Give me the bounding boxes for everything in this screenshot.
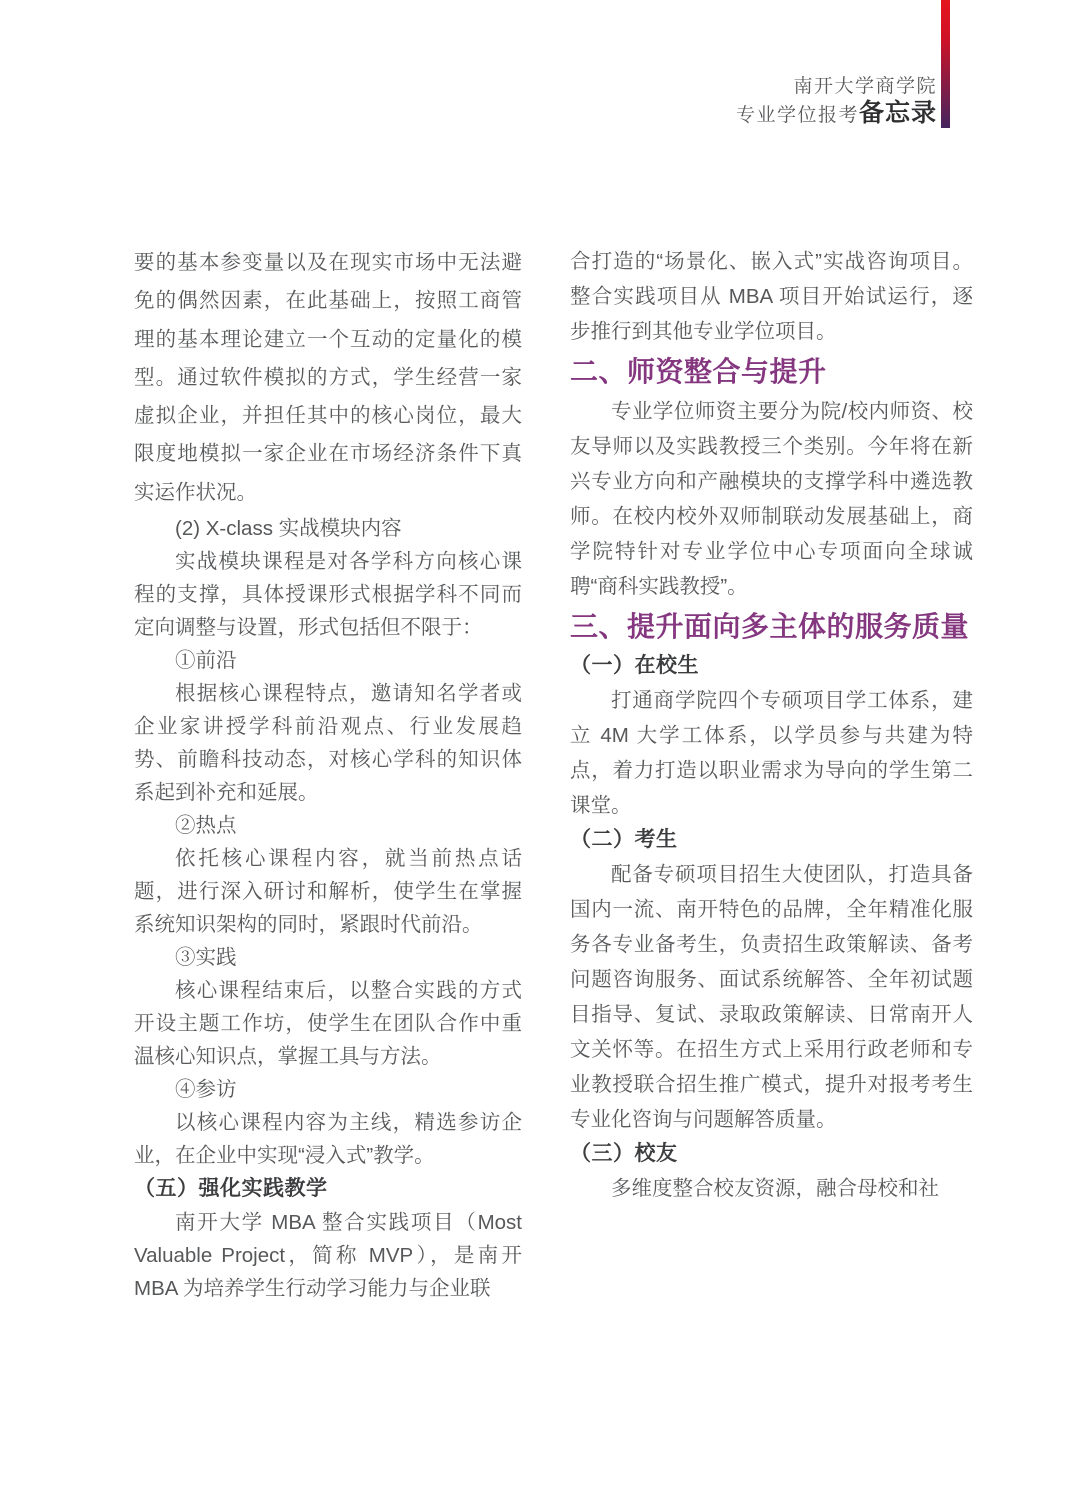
numbered-subitem-heading: (2) X-class 实战模块内容 [175,517,402,541]
paragraph: 依托核心课程内容，就当前热点话题，进行深入研讨和解析，使学生在掌握系统知识架构的同时，紧跟时代前沿。 [134,847,522,937]
header-subtitle-emphasis: 备忘录 [858,99,937,127]
circled-item-2: ②热点 [175,814,237,838]
paragraph: 以核心课程内容为主线，精选参访企业，在企业中实现“浸入式”教学。 [134,1111,522,1168]
header-subtitle [736,99,937,130]
paragraph: 专业学位师资主要分为院/校内师资、校友导师以及实践教授三个类别。今年将在新兴专业方向和产融模块的支撑学科中遴选教师。在校内校外双师制联动发展基础上，商学院特针对专业学位中心专项面向全球诚聘“商科实践教授”。 [570,400,973,598]
circled-item-3: ③实践 [175,946,237,970]
circled-item-1: ①前沿 [175,649,237,673]
page-header [736,74,937,130]
paragraph: 实战模块课程是对各学科方向核心课程的支撑，具体授课形式根据学科不同而定向调整与设置，形式包括但不限于： [134,550,522,640]
subsection-heading-5: （五）强化实践教学 [134,1177,328,1201]
accent-bar [941,0,950,128]
header-subtitle-prefix: 专业学位报考 [735,105,859,126]
paragraph: 核心课程结束后，以整合实践的方式开设主题工作坊，使学生在团队合作中重温核心知识点，掌握工具与方法。 [134,979,522,1069]
paragraph: 合打造的“场景化、嵌入式”实战咨询项目。整合实践项目从 MBA 项目开始试运行，逐步推行到其他专业学位项目。 [570,250,973,343]
paragraph: 多维度整合校友资源，融合母校和社 [611,1177,939,1200]
section-heading-3: 三、提升面向多主体的服务质量 [570,611,970,642]
subsection-heading-2: （二）考生 [570,828,678,851]
paragraph: 南开大学 MBA 整合实践项目（Most Valuable Project，简称 MVP），是南开 MBA 为培养学生行动学习能力与企业联 [134,1211,522,1301]
section-heading-2: 二、师资整合与提升 [570,356,827,387]
subsection-heading-3: （三）校友 [570,1142,678,1165]
paragraph: 打通商学院四个专硕项目学工体系，建立 4M 大学工体系，以学员参与共建为特点，着力打造以职业需求为导向的学生第二课堂。 [570,689,973,817]
right-column [570,244,973,1206]
paragraph: 要的基本参变量以及在现实市场中无法避免的偶然因素，在此基础上，按照工商管理的基本理论建立一个互动的定量化的模型。通过软件模拟的方式，学生经营一家虚拟企业，并担任其中的核心岗位，最大限度地模拟一家企业在市场经济条件下真实运作状况。 [134,251,522,504]
paragraph: 根据核心课程特点，邀请知名学者或企业家讲授学科前沿观点、行业发展趋势、前瞻科技动态，对核心学科的知识体系起到补充和延展。 [134,682,522,805]
circled-item-4: ④参访 [175,1078,237,1102]
paragraph: 配备专硕项目招生大使团队，打造具备国内一流、南开特色的品牌，全年精准化服务各专业备考生，负责招生政策解读、备考问题咨询服务、面试系统解答、全年初试题目指导、复试、录取政策解读、日常南开人文关怀等。在招生方式上采用行政老师和专业教授联合招生推广模式，提升对报考考生专业化咨询与问题解答质量。 [570,863,973,1131]
header-school-name: 南开大学商学院 [793,76,937,97]
left-column [134,244,522,1305]
subsection-heading-1: （一）在校生 [570,654,699,677]
